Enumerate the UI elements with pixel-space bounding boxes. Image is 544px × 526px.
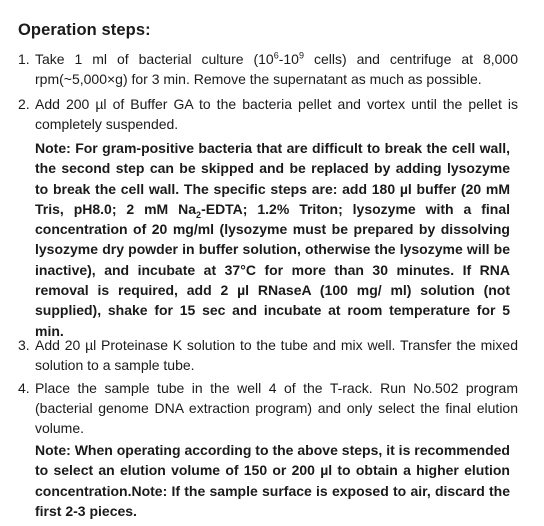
note-text-part: -EDTA; 1.2% Triton; lysozyme with a final concentration of 20 mg/ml (lysozyme must be prepared by dissolving lysozyme dry powder in buffer solution, otherwise the lysozyme will be inactive), and incubate at 37°C for more than 30 minutes. If RNA removal is required, add 2 µl RNaseA (100 mg/ ml) solution (not supplied), shake for 15 sec and incubate at room temperature for 5 min.: [35, 200, 511, 339]
step-text: Place the sample tube in the well 4 of the T-rack. Run No.502 program (bacterial genome DNA extraction program) and only select the final elution volume.: [35, 380, 518, 437]
step-3: [18, 335, 518, 375]
step-text-part: Take 1 ml of bacterial culture (10: [35, 51, 274, 67]
step-1: [18, 49, 518, 89]
note-text-part: Note: For gram-positive bacteria that are difficult to break the cell wall, the second step can be skipped and be replaced by adding lysozyme to break the cell wall. The specific steps are: add 180 µl buffer (20 mM Tris, pH8.0; 2 mM Na: [35, 140, 510, 217]
superscript: 9: [298, 50, 304, 61]
note-elution: Note: When operating according to the above steps, it is recommended to select an elution volume of 150 or 200 µl to obtain a higher elution concentration.Note: If the sample surface is exposed to air, discard the first 2-3 pieces.: [35, 442, 510, 519]
step-2: [18, 94, 518, 134]
step-text: Add 20 µl Proteinase K solution to the tube and mix well. Transfer the mixed solution to a sample tube.: [35, 337, 518, 374]
step-number: 1.: [18, 51, 30, 67]
subscript: 2: [196, 209, 202, 220]
note-gram-positive: [35, 138, 510, 341]
step-text: Add 200 µl of Buffer GA to the bacteria pellet and vortex until the pellet is completely suspended.: [35, 96, 518, 133]
step-text-part: cells) and centrifuge at 8,000 rpm(~5,000×g) for 3 min. Remove the supernatant as much as possible.: [35, 51, 518, 88]
step-number: 4.: [18, 380, 30, 396]
section-heading: Operation steps:: [18, 21, 151, 39]
step-text-part: -10: [278, 51, 299, 67]
step-number: 3.: [18, 337, 30, 353]
superscript: 6: [273, 50, 279, 61]
step-number: 2.: [18, 96, 30, 112]
step-4: [18, 378, 518, 439]
step-text: [35, 49, 518, 89]
